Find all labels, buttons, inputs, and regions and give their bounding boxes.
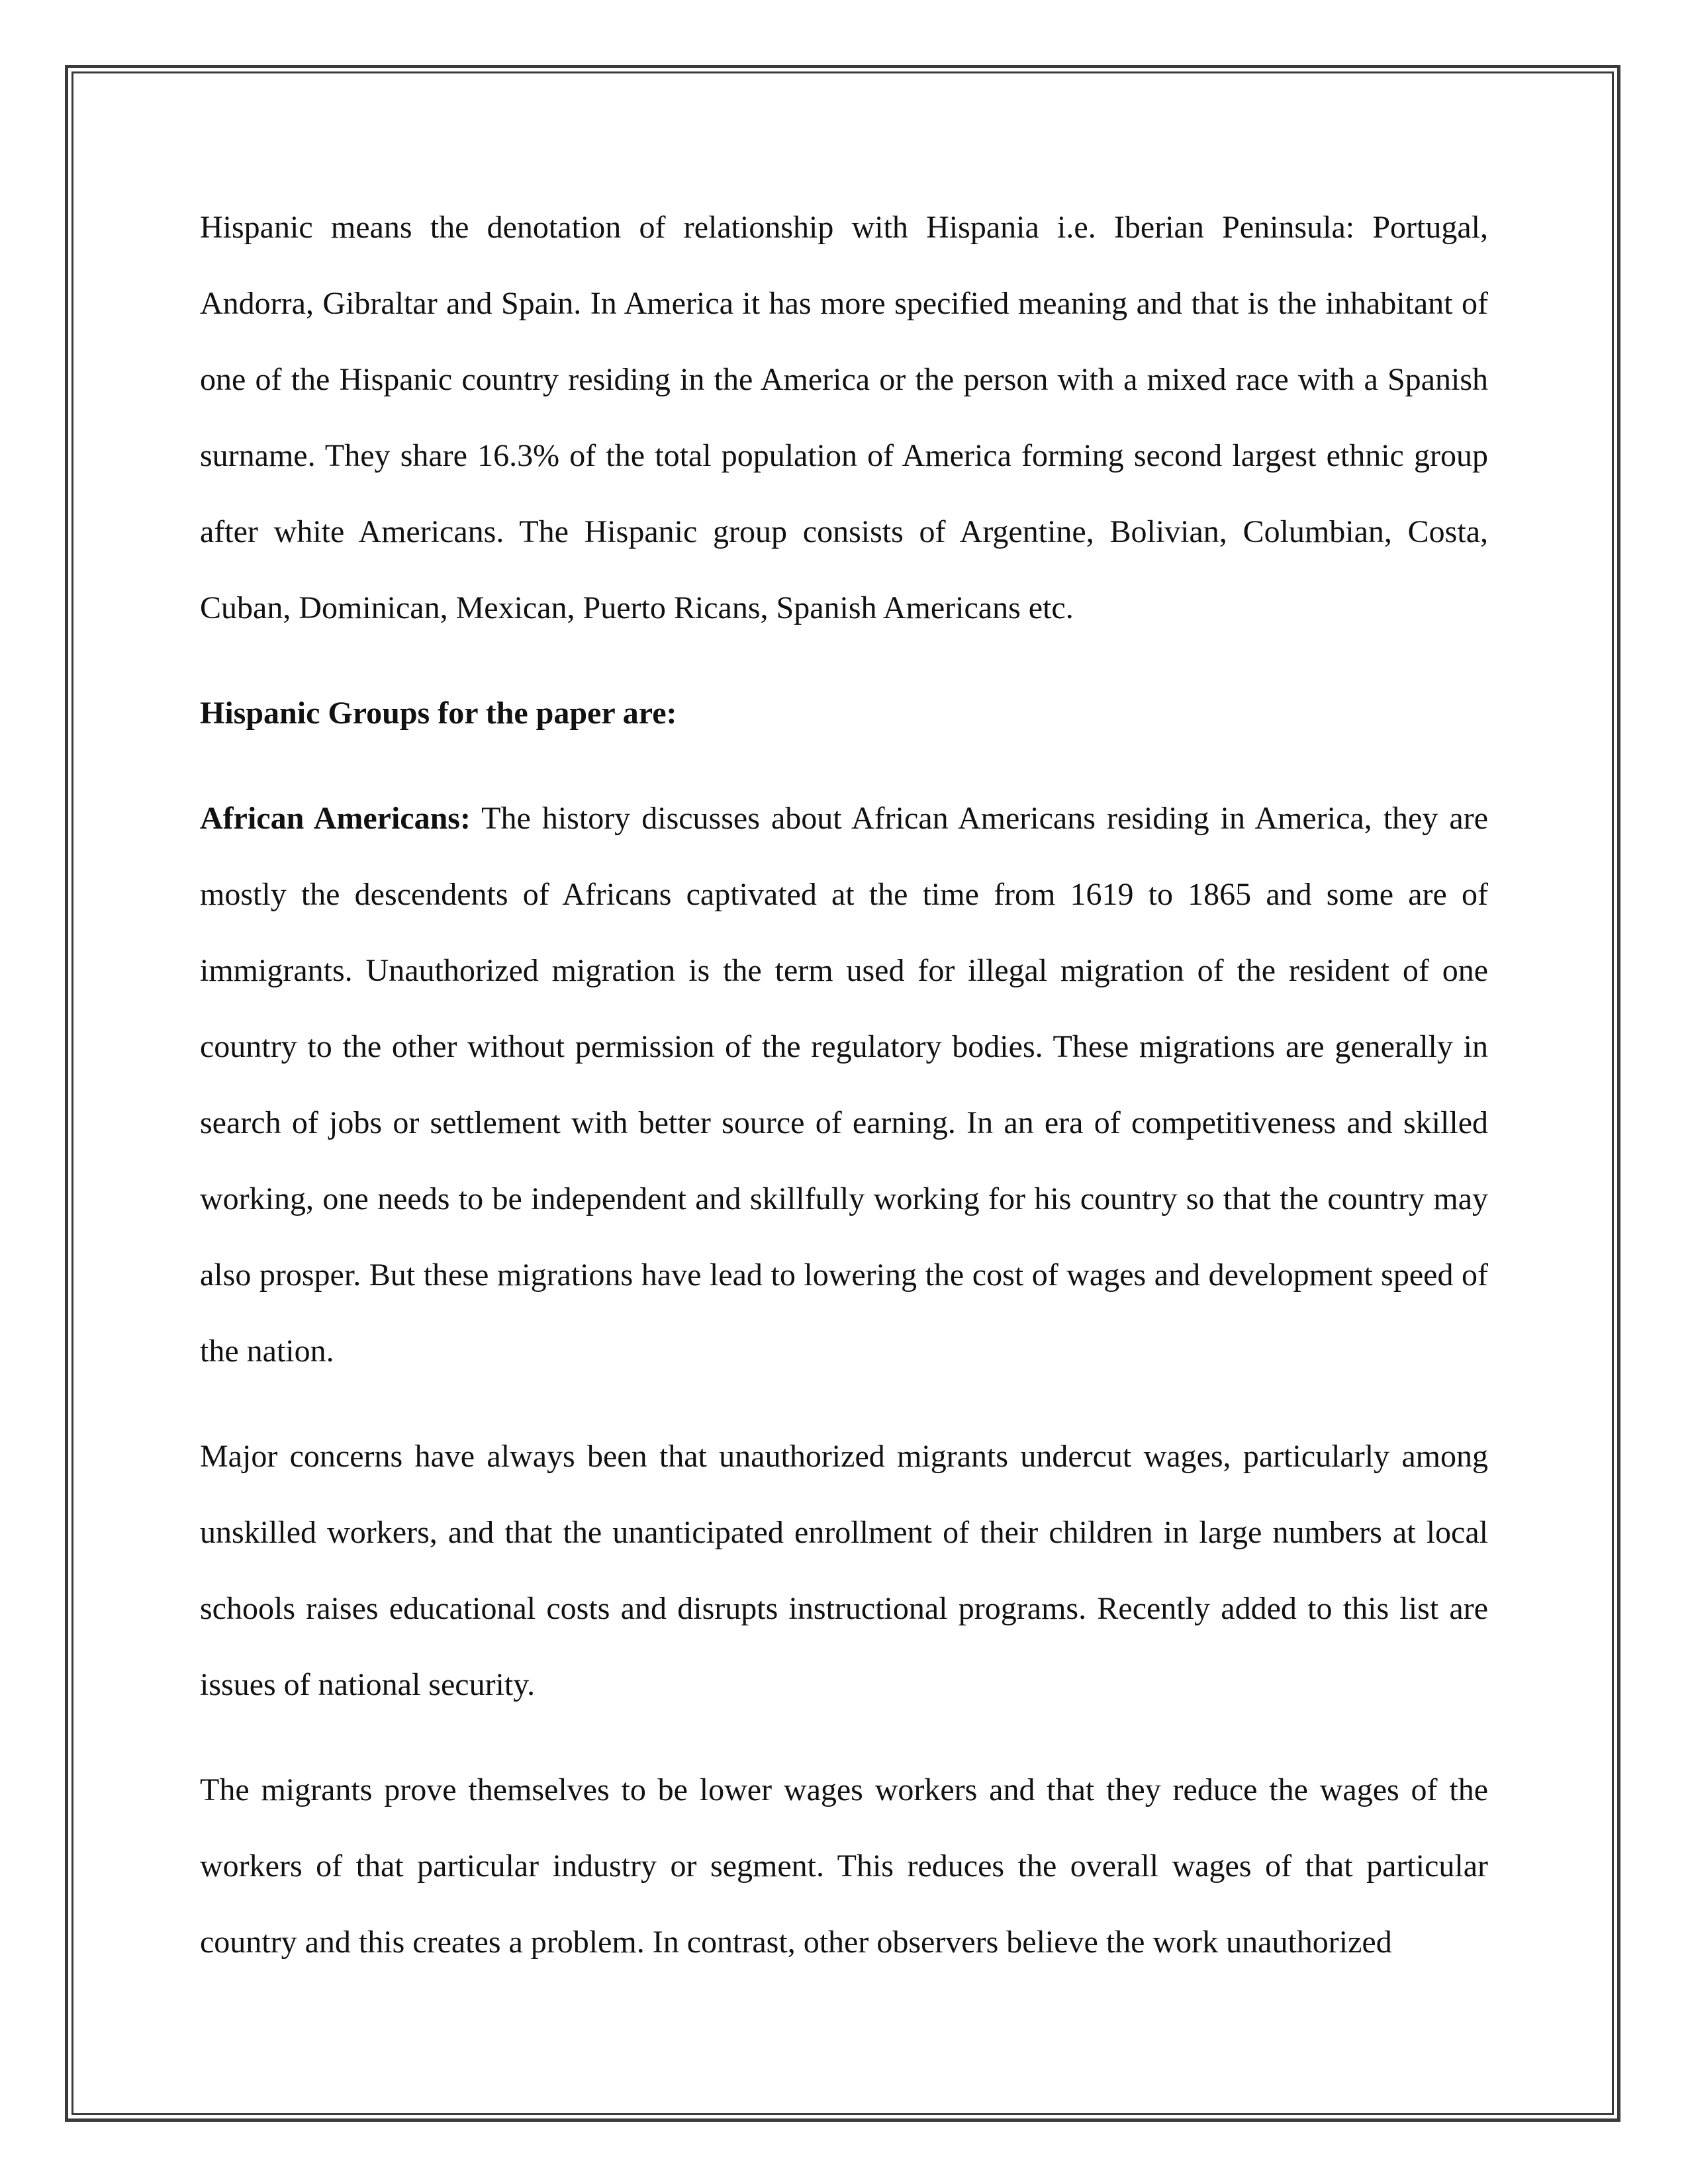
section-heading: Hispanic Groups for the paper are:: [200, 696, 677, 731]
paragraph-spacer: [200, 1723, 1488, 1752]
paragraph-african-americans: [200, 780, 1488, 1389]
paragraph-lead-term: African Americans:: [200, 801, 471, 836]
paragraph-spacer: [200, 646, 1488, 675]
document-body: [200, 189, 1488, 1980]
paragraph-migrants-wages: The migrants prove themselves to be lower wages workers and that they reduce the wages of the workers of that particular industry or segment. This reduces the overall wages of that particular country and this creates a problem. In contrast, other observers believe the work unauthorized: [200, 1772, 1488, 1960]
paragraph-spacer: [200, 751, 1488, 780]
paragraph-major-concerns: Major concerns have always been that unauthorized migrants undercut wages, particularly among unskilled workers, and that the unanticipated enrollment of their children in large numbers at local schools raises educational costs and disrupts instructional programs. Recently added to this list are issues of national security.: [200, 1439, 1488, 1702]
paragraph-intro: Hispanic means the denotation of relationship with Hispania i.e. Iberian Peninsula: Portugal, Andorra, Gibraltar and Spain. In America it has more specified meaning and that is the inhabitant of one of the Hispanic country residing in the America or the person with a mixed race with a Spanish surname. They share 16.3% of the total population of America forming second largest ethnic group after white Americans. The Hispanic group consists of Argentine, Bolivian, Columbian, Costa, Cuban, Dominican, Mexican, Puerto Ricans, Spanish Americans etc.: [200, 210, 1488, 625]
paragraph-body-text: The history discusses about African Americans residing in America, they are mostly the descendents of Africans captivated at the time from 1619 to 1865 and some are of immigrants. Unauthorized migration is the term used for illegal migration of the resident of one country to the other without permission of the regulatory bodies. These migrations are generally in search of jobs or settlement with better source of earning. In an era of competitiveness and skilled working, one needs to be independent and skillfully working for his country so that the country may also prosper. But these migrations have lead to lowering the cost of wages and development speed of the nation.: [200, 801, 1489, 1369]
paragraph-spacer: [200, 1389, 1488, 1418]
